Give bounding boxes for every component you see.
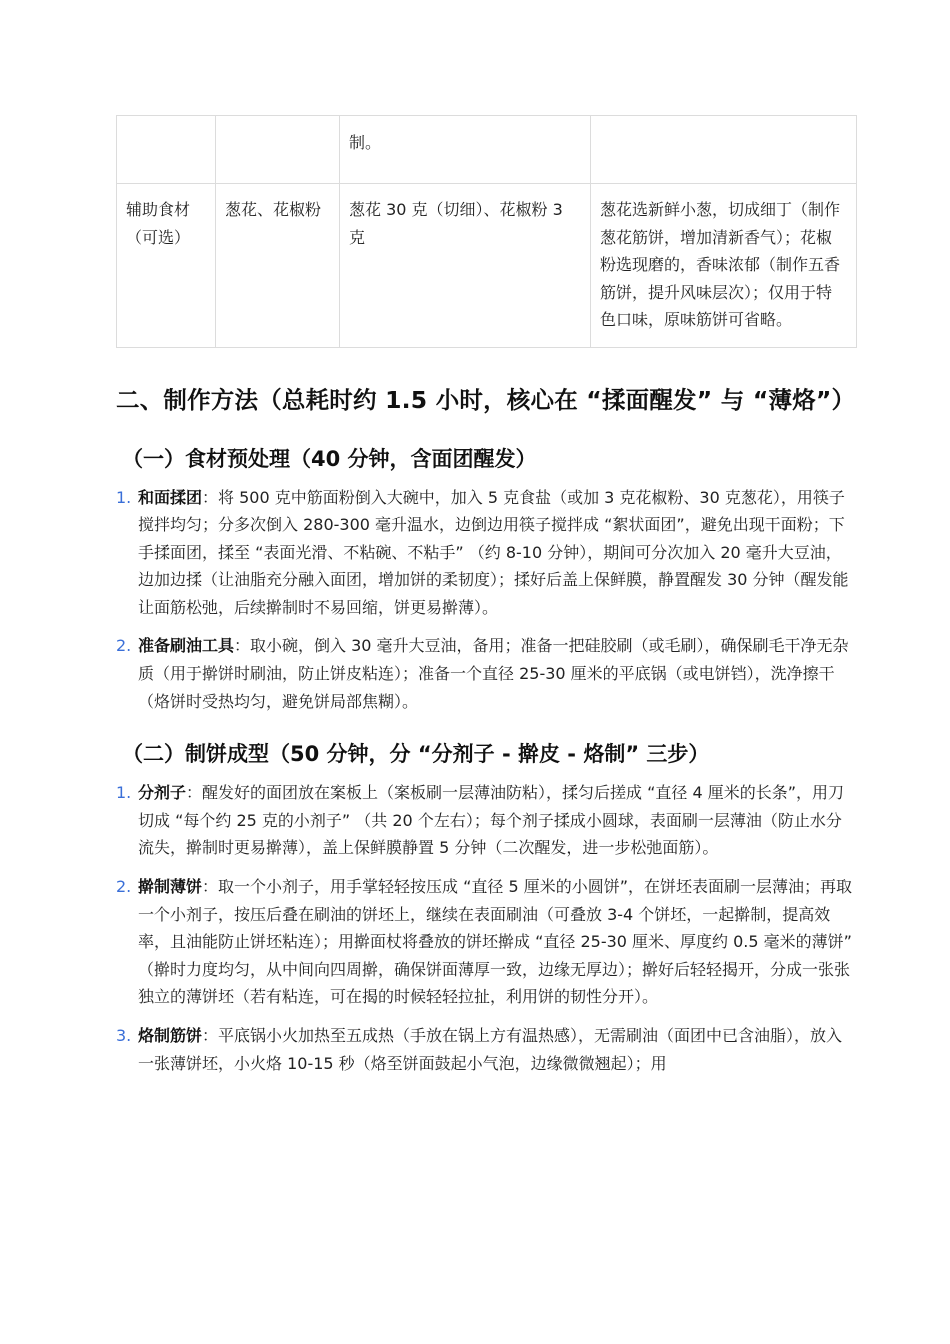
list-item xyxy=(116,873,856,1011)
list-item xyxy=(116,1022,856,1077)
ingredients-table xyxy=(116,115,857,348)
step-label: 擀制薄饼 xyxy=(138,877,203,897)
table-cell xyxy=(216,116,340,184)
section-heading: 二、制作方法（总耗时约 1.5 小时，核心在 “揉面醒发” 与 “薄烙”） xyxy=(116,385,856,414)
table-cell: 葱花、花椒粉 xyxy=(216,184,340,348)
list-number: 2. xyxy=(116,636,132,656)
step-text: ：取一个小剂子，用手掌轻轻按压成 “直径 5 厘米的小圆饼”，在饼坯表面刷一层薄油；再取一个小剂子，按压后叠在刷油的饼坯上，继续在表面刷油（可叠放 3-4 个饼坯，一起擀制，提高效率，且油能防止饼坯粘连）；用擀面杖将叠放的饼坯擀成 “直径 25-30 厘米、厚度约 0.5 毫米的薄饼” （擀时力度均匀，从中间向四周擀，确保饼面薄厚一致，边缘无厚边）；擀好后轻轻揭开，分成一张张独立的薄饼坯（若有粘连，可在揭的时候轻轻拉扯，利用饼的韧性分开）。 xyxy=(138,877,853,1007)
step-label: 烙制筋饼 xyxy=(138,1026,203,1045)
list-number: 2. xyxy=(116,877,132,897)
step-list xyxy=(116,779,856,1077)
table-row xyxy=(117,116,857,184)
list-item xyxy=(116,779,856,862)
table-cell: 葱花 30 克（切细）、花椒粉 3 克 xyxy=(340,184,591,348)
step-label: 准备刷油工具 xyxy=(138,636,235,656)
list-number: 1. xyxy=(116,487,132,507)
step-label: 分剂子 xyxy=(138,783,187,803)
step-text: ：取小碗，倒入 30 毫升大豆油，备用；准备一把硅胶刷（或毛刷），确保刷毛干净无杂质（用于擀饼时刷油，防止饼皮粘连）；准备一个直径 25-30 厘米的平底锅（或电饼铛），洗净擦干（烙饼时受热均匀，避免饼局部焦糊）。 xyxy=(138,636,849,711)
list-item xyxy=(116,632,856,715)
subsection-heading: （一）食材预处理（40 分钟，含面团醒发） xyxy=(122,446,537,471)
subsection-heading: （二）制饼成型（50 分钟，分 “分剂子 - 擀皮 - 烙制” 三步） xyxy=(122,742,710,767)
list-item xyxy=(116,484,856,622)
table-cell xyxy=(117,116,216,184)
table-cell xyxy=(591,116,857,184)
step-text: ：醒发好的面团放在案板上（案板刷一层薄油防粘），揉匀后搓成 “直径 4 厘米的长条”，用刀切成 “每个约 25 克的小剂子” （共 20 个左右）；每个剂子揉成小圆球，表面刷一层薄油（防止水分流失，擀制时更易擀薄），盖上保鲜膜静置 5 分钟（二次醒发，进一步松弛面筋）。 xyxy=(138,783,845,858)
table-cell: 葱花选新鲜小葱，切成细丁（制作葱花筋饼，增加清新香气）；花椒粉选现磨的，香味浓郁（制作五香筋饼，提升风味层次）；仅用于特色口味，原味筋饼可省略。 xyxy=(591,184,857,348)
step-text: ：将 500 克中筋面粉倒入大碗中，加入 5 克食盐（或加 3 克花椒粉、30 克葱花），用筷子搅拌均匀；分多次倒入 280-300 毫升温水，边倒边用筷子搅拌成 “絮状面团”，避免出现干面粉；下手揉面团，揉至 “表面光滑、不粘碗、不粘手” （约 8-10 分钟），期间可分次加入 20 毫升大豆油，边加边揉（让油脂充分融入面团，增加饼的柔韧度）；揉好后盖上保鲜膜，静置醒发 30 分钟（醒发能让面筋松弛，后续擀制时不易回缩，饼更易擀薄）。 xyxy=(138,487,849,617)
table-cell: 制。 xyxy=(340,116,591,184)
list-number: 1. xyxy=(116,783,132,803)
step-list xyxy=(116,484,856,716)
step-text: ：平底锅小火加热至五成热（手放在锅上方有温热感），无需刷油（面团中已含油脂），放入一张薄饼坯，小火烙 10-15 秒（烙至饼面鼓起小气泡，边缘微微翘起）；用 xyxy=(138,1026,843,1073)
table-row xyxy=(117,184,857,348)
document-page xyxy=(116,115,856,1088)
list-number: 3. xyxy=(116,1026,132,1045)
table-cell: 辅助食材（可选） xyxy=(117,184,216,348)
step-label: 和面揉团 xyxy=(138,487,203,507)
